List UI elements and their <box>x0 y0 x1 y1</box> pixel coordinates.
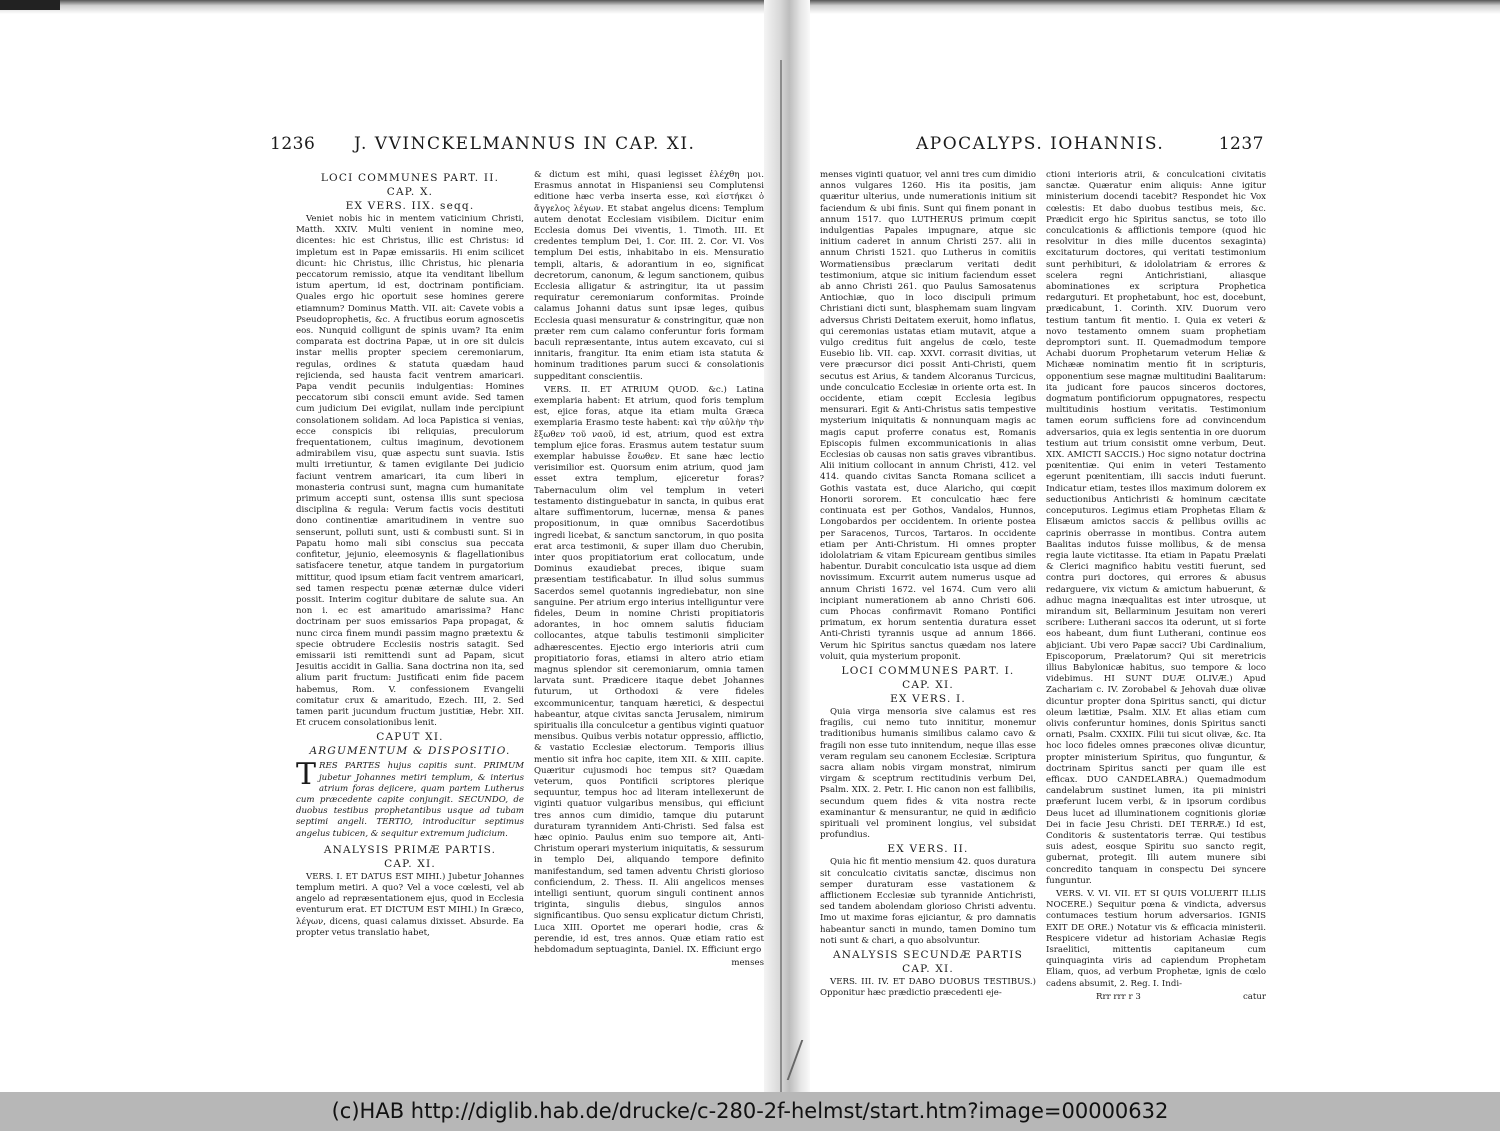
section-heading: EX VERS. IIX. seqq. <box>345 200 475 212</box>
left-column-a <box>296 170 524 1080</box>
body-paragraph: ctioni interioris atrii, & conculcationi civitatis sanctæ. Quæratur enim aliquis: Anne igitur ministerium docendi tacebit? Respondet hic Vox cœlestis: Et dabo duobus testibus meis, &c. Prædicit ergo hic Spiritus sanctus, se toto illo conculcationis & afflictionis tempore (quod hic resolvitur in dies mille ducentos sexaginta) excitaturum doctores, qui veritati testimonium sunt perhibituri, & idololatriam & errores & scelera regni Antichristiani, aliasque abominationes ex scriptura Prophetica redarguturi. Et prophetabunt, hoc est, docebunt, prædicabunt, 1. Corinth. XIV. Duorum vero testium tantum fit mentio. I. Quia ex veteri & novo testamento omnem suam prophetiam depromptori sunt. II. Quemadmodum tempore Achabi duorum Prophetarum veterum Heliæ & Michææ nominatim mentio fit in scripturis, opponentium sese magnæ multitudini Baalitarum: ita judicant fore paucos sinceros doctores, dogmatum pontificiorum oppugnatores, respectu multitudinis hostium veritatis. Testimonium tamen eorum sufficiens fore ad convincendum adversarios, quia ex legis sententia in ore duorum testium aut trium consistit omne verbum, Deut. XIX. AMICTI SACCIS.) Hoc signo notatur doctrina pœnitentiæ. Qui enim in veteri Testamento egerunt pœnitentiam, illi saccis induti fuerunt. Indicatur etiam, testes illos maximum dolorem ex seductionibus Antichristi & hominum cæcitate conceputuros. Legimus etiam Prophetas Eliam & Elisæum amictos saccis & pellibus ovillis ac caprinis oberrasse in montibus. Contra autem Baalitas indutos fuisse mollibus, & de mensa regia laute victitasse. Ita etiam in Papatu Prælati & Clerici magnifico habitu vestiti fuerunt, sed contra puri doctores, qui errores & abusus redarguere, vix victum & amictum habuerunt, & adhuc magna inæqualitas est inter utrosque, ut mirandum sit, Bellarminum Jesuitam non vereri scribere: Lutherani saccos ita oderunt, ut si forte eos habeant, dum fiunt Lutherani, continue eos abjiciant. Ubi vero Papæ sacci? Ubi Cardinalium, Episcoporum, Prælatorum? Qui sit meretricis illius Babylonicæ habitus, suo tempore & loco videbimus. HI SUNT DUÆ OLIVÆ.) Apud Zachariam c. IV. Zorobabel & Jehovah duæ olivæ dicuntur propter dona Spiritus sancti, qui dictur oleum lætitiæ, Psalm. XLV. Et alias etiam cum olivis conferuntur homines, donis Spiritus sancti ornati, Psalm. CXXIIX. Filii tui sicut olivæ, &c. Ita hoc loco fideles omnes præcones olivæ dicuntur, propter ministerium Spiritus, quo funguntur, & doctrinam Spiritus sancti per quam ille est efficax. DUO CANDELABRA.) Quemadmodum candelabrum sustinet lumen, ita pii ministri præferunt lucem verbi, & in ipsorum cordibus Deus lucet ad illuminationem cognitionis gloriæ Dei in facie Jesu Christi. DEI TERRÆ.) Id est, Conditoris & sustentatoris terræ. Qui testibus suis adest, eosque Spiritu suo sancto regit, gubernat, protegit. Illi autem munere sibi concredito tanquam in conspectu Dei syncere funguntur. <box>1046 170 1266 886</box>
signature-line <box>1046 992 1266 1002</box>
top-edge-shadow <box>0 0 1500 14</box>
left-page-columns <box>266 170 770 1080</box>
left-page <box>266 130 770 1080</box>
analysis-heading: ANALYSIS SECUNDÆ PARTIS <box>832 949 1023 961</box>
section-heading: CAP. X. <box>386 186 434 198</box>
left-page-number: 1236 <box>270 134 316 154</box>
left-running-title: J. VVINCKELMANNUS IN CAP. XI. <box>354 134 696 154</box>
catchword: catur <box>1242 991 1266 1002</box>
analysis-heading: ANALYSIS PRIMÆ PARTIS. <box>323 843 497 856</box>
section-heading: EX VERS. II. <box>887 843 969 856</box>
right-running-title: APOCALYPS. IOHANNIS. <box>916 134 1165 154</box>
body-paragraph: Quia hic fit mentio mensium 42. quos duratura sit conculcatio civitatis sanctæ, discimus non semper duraturam esse vastationem & afflictionem Ecclesiæ sub tyrannide Antichristi, sed tandem abolendam glorioso Christi adventu. Imo ut maxime foras ejiciantur, & pro damnatis habeantur sancti in mundo, tamen Domino tum noti sunt & chari, a quo absolvuntur. <box>820 857 1036 946</box>
analysis-subheading: CAP. XI. <box>902 963 954 975</box>
section-heading: LOCI COMMUNES PART. I. <box>841 664 1015 677</box>
body-paragraph: VERS. V. VI. VII. ET SI QUIS VOLUERIT ILLIS NOCERE.) Sequitur pœna & vindicta, adversus contumaces testium horum adversarios. IGNIS EXIT DE ORE.) Notatur vis & efficacia ministerii. Respicere videtur ad historiam Achasiæ Regis Israelitici, mittentis capitaneum cum quinquaginta viris ad capiendum Prophetam Eliam, quos, ad verbum Prophetæ, ignis de cœlo cadens absumit, 2. Reg. I. Indi- <box>1046 889 1266 989</box>
catchword: menses <box>731 958 764 969</box>
signature-mark: Rrr rrr r 3 <box>1096 991 1141 1002</box>
body-paragraph: Quia virga mensoria sive calamus est res fragilis, cui nemo tuto innititur, monemur traditionibus humanis similibus calamo cavo & fragili non esse tuto innitendum, neque illas esse veram regulam seu canonem Ecclesiæ. Scriptura sacra aliam nobis virgam monstrat, nimirum virgam & sceptrum rectitudinis verbum Dei, Psalm. XIX. 2. Petr. I. Hic canon non est fallibilis, secundum quem fides & vita nostra recte examinantur & mensurantur, ne quid in ædificio spirituali vel prominent longius, vel subsidat profundius. <box>820 706 1036 841</box>
left-running-head <box>266 130 770 164</box>
book-gutter <box>764 0 810 1092</box>
section-heading: CAP. XI. <box>902 678 954 691</box>
copyright-footer <box>0 1092 1500 1131</box>
chapter-heading: CAPUT XI. <box>376 731 444 744</box>
gutter-fold-line <box>780 60 782 1092</box>
right-column-b <box>1046 170 1266 1080</box>
analysis-subheading: CAP. XI. <box>384 857 436 870</box>
right-running-head <box>820 130 1272 164</box>
drop-cap: T <box>296 757 317 793</box>
body-paragraph: & dictum est mihi, quasi legisset ἐλέχθη μοι. Erasmus annotat in Hispaniensi seu Complutensi editione hæc verba inserta esse, καὶ εἱστήκει ὁ ἄγγελος λέγων. Et stabat angelus dicens: Templum autem denotat Ecclesiam visibilem. Dicitur enim Ecclesia domus Dei viventis, 1. Timoth. III. Et credentes templum Dei, 1. Cor. III. 2. Cor. VI. Vos templum Dei estis, inhabitabo in eis. Mensuratio templi, altaris, & adorantium in eo, significat decretorum, canonum, & legum sanctionem, quibus Ecclesia alligatur & astringitur, ita ut passim requiratur ceremoniarum conformitas. Proinde calamus Johanni datus sunt ipsæ leges, quibus Ecclesia quasi mensuratur & constringitur, quæ non præter rem cum calamo conferuntur foris formam baculi repræsentante, intus autem excavato, cui si innitaris, frangitur. Ita enim etiam ista statuta & hominum traditiones parum succi & consolationis suppeditant conscientiis. <box>534 170 764 382</box>
footer-url-text: (c)HAB http://diglib.hab.de/drucke/c-280-2f-helmst/start.htm?image=00000632 <box>331 1099 1169 1123</box>
body-paragraph: Veniet nobis hic in mentem vaticinium Christi, Matth. XXIV. Multi venient in nomine meo, dicentes: hic est Christus, illic est Christus: id impletum est in Papæ emissariis. Hi enim scilicet dicunt: hic Christus, illic Christus, hic plenaria peccatorum remissio, atque ita venditant libellum istum apertum, id est, doctrinam pontificiam. Quales ergo hic oportuit sese homines gerere etiamnum? Dominus Matth. VII. ait: Cavete vobis a Pseudoprophetis, &c. A fructibus eorum agnoscetis eos. Nunquid colligunt de spinis uvam? Ita enim comparata est doctrina Papæ, ut in ore sit dulcis instar mellis propter speciem ceremoniarum, regulas, ordines & statuta quædam haud rejicienda, sed hausta facit ventrem amaricari. Papa vendit pecuniis indulgentias: Homines peccatorum sibi conscii emunt avide. Sed tamen cum judicium Dei evigilat, nullam inde percipiunt consolationem solidam. Ad loca Papistica si venias, ecce conspicis ibi reliquias, preculorum frequentationem, cultus imaginum, devotionem admirabilem visu, quæ aspectu sunt suavia. Istis multi irretiuntur, & tamen evigilante Dei judicio faciunt ventrem amaricari, ita cum liberi in monasteria contrusi sunt, magna cum humanitate primum accepti sunt, ostensa illis sunt speciosa disciplina & regula: Verum factis vocis destituti dono continentiæ amaritudinem in ventre suo senserunt, polluti sunt, usti & combusti sunt. Si in Papatu homo mali sibi conscius sua peccata confitetur, jejunio, eleemosynis & flagellationibus satisfacere tenetur, atque tandem in purgatorium mittitur, quod ipsum etiam facit ventrem amaricari, sed tamen respectu pœnæ æternæ dulce videri possit. Interim cogitur dubitare de salute sua. An non i. ec est amaritudo amarissima? Hanc doctrinam per suos emissarios Papa propagat, & nunc circa finem mundi passim magno prætextu & specie obtrudere Ecclesiis nostris satagit. Sed emissarii isti remittendi sunt ad Papam, sicut Jesuitis accidit in Gallia. Sana doctrina non ita, sed alium parit fructum: Justificati enim fide pacem habemus, Rom. V. confessionem Evangelii comitatur crux & amaritudo, Ezech. III, 2. Sed tamen parit jucundum fructum justitiæ, Hebr. XII. Et crucem consolationibus lenit. <box>296 214 524 729</box>
argument-paragraph <box>296 757 524 839</box>
argument-heading: ARGUMENTUM & DISPOSITIO. <box>309 745 511 758</box>
left-column-b <box>534 170 764 1080</box>
body-paragraph: VERS. I. ET DATUS EST MIHI.) Jubetur Johannes templum metiri. A quo? Vel a voce cœlesti, vel ab angelo ad repræsentationem ejus, quod in Ecclesia eventurum erat. ET DICTUM EST MIHI.) In Græco, λέγων, dicens, quasi calamus dixisset. Absurde. Ea propter vetus translatio habet, <box>296 871 524 938</box>
right-column-a <box>820 170 1036 1080</box>
section-heading: EX VERS. I. <box>890 692 966 705</box>
right-page-number: 1237 <box>1218 134 1264 154</box>
right-page <box>820 130 1272 1080</box>
body-paragraph: VERS. II. ET ATRIUM QUOD. &c.) Latina exemplaria habent: Et atrium, quod foris templum est, ejice foras, atque ita etiam multa Græca exemplaria Erasmo teste habent: καὶ τὴν αὐλὴν τὴν ἔξωθεν τοῦ ναοῦ, id est, atrium, quod est extra templum ejice foras. Erasmus autem testatur suum exemplar habuisse ἔσωθεν. Et sane hæc lectio verisimilior est. Quorsum enim atrium, quod jam esset extra templum, ejiceretur foras? Tabernaculum olim vel templum in veteri testamento distinguebatur in sancta, in quibus erat altare suffimentorum, lucernæ, mensa & panes propositionum, in quæ omnibus Sacerdotibus ingredi licebat, & sanctum sanctorum, in quo posita erat arca testimonii, & super illam duo Cherubin, inter quos propitiatorium erat collocatum, unde Dominus exaudiebat preces, ibique suam præsentiam testificabatur. In illud solus summus Sacerdos semel quotannis ingrediebatur, non sine sanguine. Per atrium ergo interius intelliguntur vere fideles, Deum in nomine Christi propitiatoris adorantes, in hoc omnem salutis fiduciam collocantes, atque tabulis testimonii simpliciter adhærescentes. Ejectio ergo interioris atrii cum propitiatorio foras, etiamsi in altero atrio etiam magnus splendor sit ceremoniarum, omnia tamen larvata sunt. Prædicere itaque debet Johannes futurum, ut Orthodoxi & vere fideles excommunicentur, tanquam hæretici, & despectui habeantur, atque civitas sancta Jerusalem, nimirum spiritualis illa conculcetur a gentibus viginti quatuor mensibus. Quibus verbis notatur oppressio, afflictio, & vastatio Ecclesiæ electorum. Temporis illius mentio sit infra hoc capite, item XII. & XIII. capite. Quæritur cujusmodi hoc tempus sit? Quædam veterum, quos Pontificii scriptores plerique sequuntur, tempus hoc ad literam intellexerunt de viginti quatuor vulgaribus mensibus, qui efficiunt tres annos cum dimidio, tamque diu putarunt duraturam tyrannidem Anti-Christi. Sed falsa est hæc opinio. Paulus enim suo tempore ait, Anti-Christum operari mysterium iniquitatis, & sessurum in templo Dei, aliquando tempore definito manifestandum, sed tamen adventu Christi glorioso conficiendum, 2. Thess. II. Alii angelicos menses intelligi sentiunt, quorum singuli continent annos triginta, singulis diebus, singulos annos significantibus. Quo sensu explicatur dictum Christi, Luca XIII. Oportet me operari hodie, cras & perendie, id est, tres annos. Quæ etiam ratio est hebdomadum septuaginta, Daniel. IX. Efficiunt ergo <box>534 384 764 956</box>
argument-text: RES PARTES hujus capitis sunt. PRIMUM jubetur Johannes metiri templum, & interius atrium foras dejicere, quam partem Lutherus cum præcedente capite conjungit. SECUNDO, de duobus testibus prophetantibus usque ad tubam septimi angeli. TERTIO, introducitur septimus angelus tubicen, & sequitur extremum judicium. <box>296 761 524 839</box>
right-page-columns <box>820 170 1272 1080</box>
scan-corner-mark <box>0 0 60 10</box>
body-paragraph: VERS. III. IV. ET DABO DUOBUS TESTIBUS.) Opponitur hæc prædictio præcedenti eje- <box>820 977 1036 999</box>
body-paragraph: menses viginti quatuor, vel anni tres cum dimidio annos vulgares 1260. His ita positis, jam quæritur ulterius, unde numerationis initium sit faciendum & ubi finis. Sunt qui finem ponant in annum 1517. quo LUTHERUS primum cœpit indulgentias Papales impugnare, atque sic initium caderet in annum Christi 257. alii in annum Christi 1521. quo Lutherus in comitiis Wormatiensibus præclarum veritati dedit testimonium, atque sic initium faciendum esset ab anno Christi 261. quo Paulus Samosatenus Antiochiæ, quo in loco discipuli primum Christiani dicti sunt, blasphemam suam lingvam adversus Christi Deitatem exeruit, homo inflatus, qui ceremonias ustatas etiam mutavit, atque a vulgo creditus fuit angelus de cœlo, teste Eusebio lib. VII. cap. XXVI. corrasit divitias, ut vere præcursor dici possit Anti-Christi, quem secutus est Arius, & tandem Alcoranus Turcicus, unde conculcatio Ecclesiæ in oriente orta est. In occidente, etiam cœpit Ecclesia legibus mensurari. Egit & Anti-Christus satis tempestive mysterium iniquitatis & nonnunquam magis ac magis caput proferre conatus est, Romanis Episcopis fulmen excommunicationis in alias Ecclesias ob causas non satis graves vibrantibus. Alii initium collocant in annum Christi, 412. vel 414. quando civitas Sancta Romana scilicet a Gothis vastata est, duce Alaricho, qui cœpit Honorii sororem. Et conculcatio hæc fere continuata est per Gothos, Vandalos, Hunnos, Longobardos per occidentem. In oriente postea per Saracenos, Turcos, Tartaros. In occidente etiam per Anti-Christum. Hi omnes propter idololatriam & vitam Epicuream gentibus similes habentur. Durabit conculcatio ista usque ad diem novissimum. Excurrit autem numerus usque ad annum Christi 1672. vel 1674. Cum vero alii incipiant numerationem ab anno Christi 606. cum Phocas confirmavit Romano Pontifici primatum, ex horum sententia duratura esset Anti-Christi tyrannis usque ad annum 1866. Verum hic Spiritus sanctus quædam nos latere voluit, quia mysterium proponit. <box>820 170 1036 662</box>
section-heading: LOCI COMMUNES PART. II. <box>320 172 500 184</box>
